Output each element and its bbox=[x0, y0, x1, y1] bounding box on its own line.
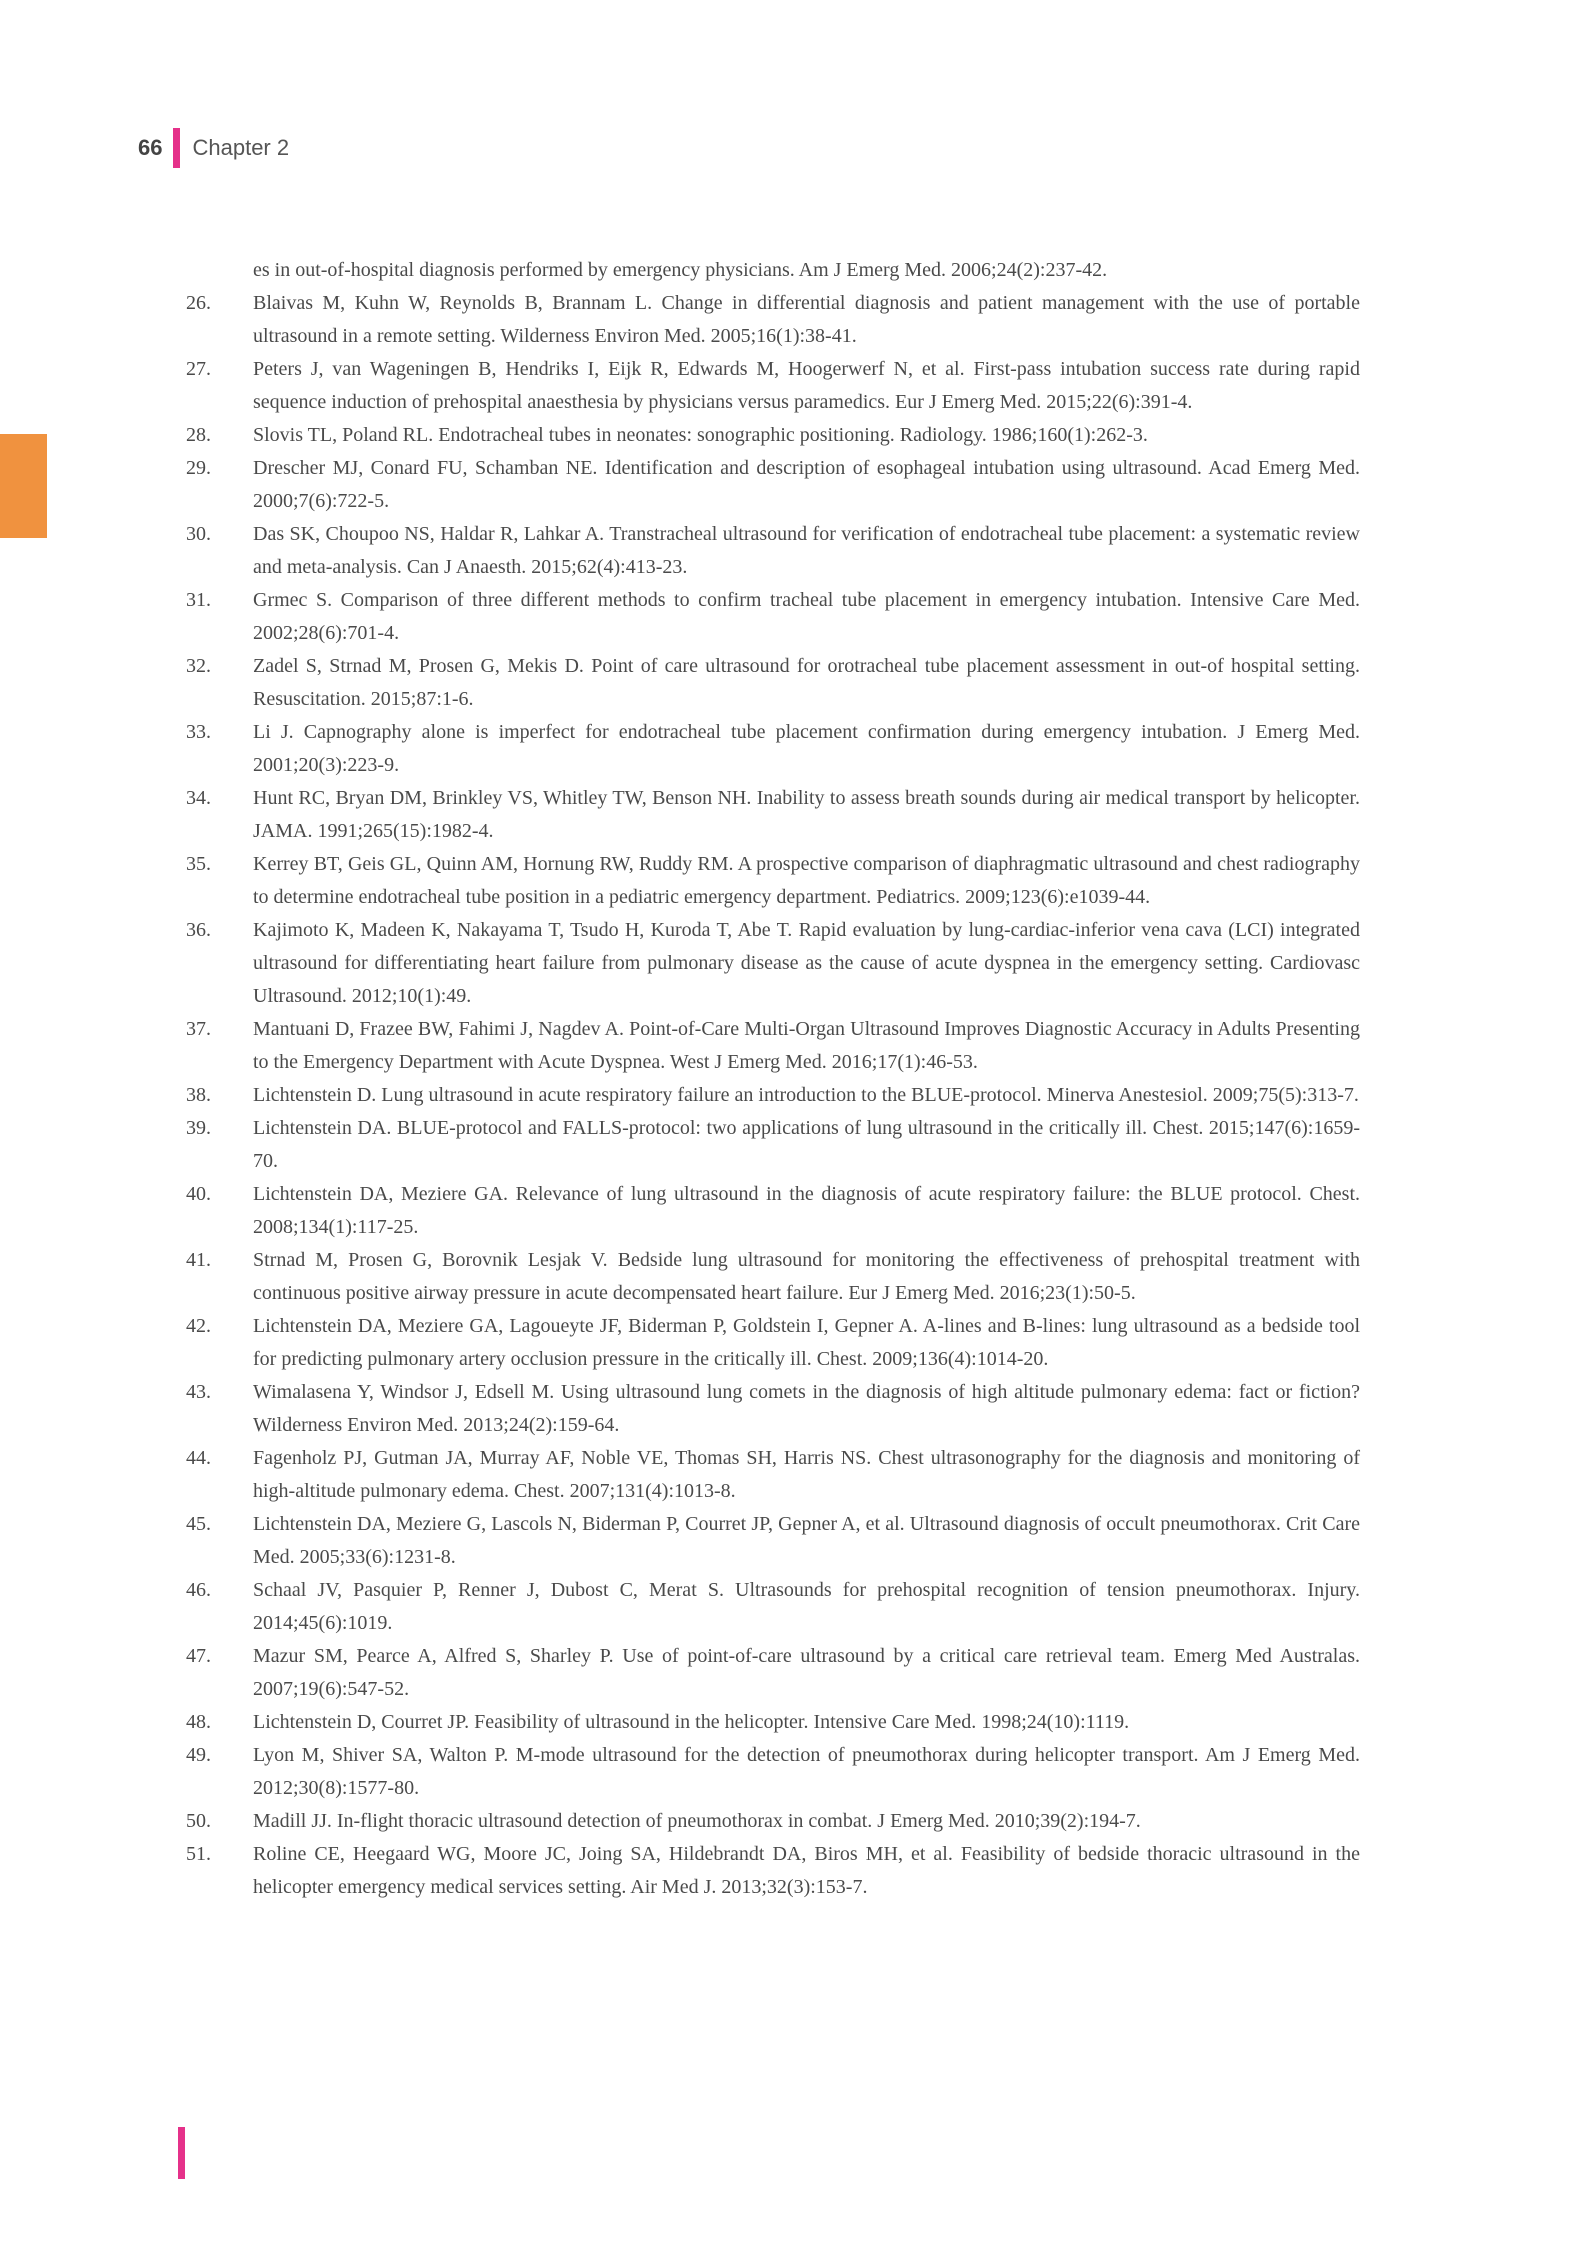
reference-text: Li J. Capnography alone is imperfect for endotracheal tube placement confirmation during emergency intubation. J Emerg Med. 2001;20(3):223-9. bbox=[253, 721, 1360, 776]
reference-number: 48. bbox=[186, 1711, 211, 1733]
reference-item bbox=[186, 1376, 1360, 1442]
reference-number: 40. bbox=[186, 1183, 211, 1205]
reference-text: Das SK, Choupoo NS, Haldar R, Lahkar A. Transtracheal ultrasound for verification of endotracheal tube placement: a systematic review and meta-analysis. Can J Anaesth. 2015;62(4):413-23. bbox=[253, 523, 1360, 578]
reference-text: Lichtenstein DA, Meziere GA. Relevance of lung ultrasound in the diagnosis of acute respiratory failure: the BLUE protocol. Chest. 2008;134(1):117-25. bbox=[253, 1183, 1360, 1238]
reference-continuation bbox=[186, 254, 1360, 287]
reference-text: Wimalasena Y, Windsor J, Edsell M. Using ultrasound lung comets in the diagnosis of high altitude pulmonary edema: fact or fiction? Wilderness Environ Med. 2013;24(2):159-64. bbox=[253, 1381, 1360, 1436]
reference-item bbox=[186, 1838, 1360, 1904]
reference-number: 35. bbox=[186, 853, 211, 875]
reference-item bbox=[186, 1442, 1360, 1508]
reference-item bbox=[186, 1112, 1360, 1178]
reference-number: 43. bbox=[186, 1381, 211, 1403]
reference-text: Grmec S. Comparison of three different methods to confirm tracheal tube placement in emergency intubation. Intensive Care Med. 2002;28(6):701-4. bbox=[253, 589, 1360, 644]
reference-number: 34. bbox=[186, 787, 211, 809]
reference-text: Schaal JV, Pasquier P, Renner J, Dubost C, Merat S. Ultrasounds for prehospital recognition of tension pneumothorax. Injury. 2014;45(6):1019. bbox=[253, 1579, 1360, 1634]
reference-number: 26. bbox=[186, 292, 211, 314]
reference-text: Hunt RC, Bryan DM, Brinkley VS, Whitley TW, Benson NH. Inability to assess breath sounds during air medical transport by helicopter. JAMA. 1991;265(15):1982-4. bbox=[253, 787, 1360, 842]
reference-number: 27. bbox=[186, 358, 211, 380]
reference-number: 39. bbox=[186, 1117, 211, 1139]
reference-number: 45. bbox=[186, 1513, 211, 1535]
reference-item bbox=[186, 1310, 1360, 1376]
reference-item bbox=[186, 584, 1360, 650]
reference-item bbox=[186, 1079, 1360, 1112]
reference-text: Fagenholz PJ, Gutman JA, Murray AF, Noble VE, Thomas SH, Harris NS. Chest ultrasonography for the diagnosis and monitoring of high-altitude pulmonary edema. Chest. 2007;131(4):1013-8. bbox=[253, 1447, 1360, 1502]
reference-text: Peters J, van Wageningen B, Hendriks I, Eijk R, Edwards M, Hoogerwerf N, et al. First-pass intubation success rate during rapid sequence induction of prehospital anaesthesia by physicians versus paramedics. Eur J Emerg Med. 2015;22(6):391-4. bbox=[253, 358, 1360, 413]
reference-item bbox=[186, 353, 1360, 419]
reference-number: 49. bbox=[186, 1744, 211, 1766]
reference-number: 36. bbox=[186, 919, 211, 941]
reference-list bbox=[186, 254, 1360, 1904]
reference-text: Zadel S, Strnad M, Prosen G, Mekis D. Point of care ultrasound for orotracheal tube placement assessment in out-of hospital setting. Resuscitation. 2015;87:1-6. bbox=[253, 655, 1360, 710]
reference-item bbox=[186, 914, 1360, 1013]
chapter-title: Chapter 2 bbox=[192, 135, 290, 160]
reference-text: Blaivas M, Kuhn W, Reynolds B, Brannam L. Change in differential diagnosis and patient management with the use of portable ultrasound in a remote setting. Wilderness Environ Med. 2005;16(1):38-41. bbox=[253, 292, 1360, 347]
reference-number: 47. bbox=[186, 1645, 211, 1667]
page-header bbox=[138, 128, 289, 168]
reference-number: 41. bbox=[186, 1249, 211, 1271]
reference-item bbox=[186, 1508, 1360, 1574]
reference-text: Lichtenstein DA, Meziere G, Lascols N, Biderman P, Courret JP, Gepner A, et al. Ultrasound diagnosis of occult pneumothorax. Crit Care Med. 2005;33(6):1231-8. bbox=[253, 1513, 1360, 1568]
reference-item bbox=[186, 1178, 1360, 1244]
reference-number: 37. bbox=[186, 1018, 211, 1040]
reference-text: Lyon M, Shiver SA, Walton P. M-mode ultrasound for the detection of pneumothorax during helicopter transport. Am J Emerg Med. 2012;30(8):1577-80. bbox=[253, 1744, 1360, 1799]
reference-number: 28. bbox=[186, 424, 211, 446]
reference-item bbox=[186, 782, 1360, 848]
reference-item bbox=[186, 419, 1360, 452]
reference-number: 44. bbox=[186, 1447, 211, 1469]
reference-item bbox=[186, 1574, 1360, 1640]
reference-number: 38. bbox=[186, 1084, 211, 1106]
reference-item bbox=[186, 1805, 1360, 1838]
reference-number: 32. bbox=[186, 655, 211, 677]
reference-item bbox=[186, 518, 1360, 584]
reference-item bbox=[186, 1013, 1360, 1079]
reference-text: Madill JJ. In-flight thoracic ultrasound detection of pneumothorax in combat. J Emerg Med. 2010;39(2):194-7. bbox=[253, 1810, 1141, 1832]
reference-number: 50. bbox=[186, 1810, 211, 1832]
reference-text: Lichtenstein DA, Meziere GA, Lagoueyte JF, Biderman P, Goldstein I, Gepner A. A-lines and B-lines: lung ultrasound as a bedside tool for predicting pulmonary artery occlusion pressure in the critically ill. Chest. 2009;136(4):1014-20. bbox=[253, 1315, 1360, 1370]
reference-text: Lichtenstein D. Lung ultrasound in acute respiratory failure an introduction to the BLUE-protocol. Minerva Anestesiol. 2009;75(5):313-7. bbox=[253, 1084, 1359, 1106]
reference-number: 31. bbox=[186, 589, 211, 611]
reference-text: Lichtenstein DA. BLUE-protocol and FALLS-protocol: two applications of lung ultrasound in the critically ill. Chest. 2015;147(6):1659-70. bbox=[253, 1117, 1360, 1172]
chapter-side-tab bbox=[0, 434, 47, 538]
reference-text: Roline CE, Heegaard WG, Moore JC, Joing SA, Hildebrandt DA, Biros MH, et al. Feasibility of bedside thoracic ultrasound in the helicopter emergency medical services setting. Air Med J. 2013;32(3):153-7. bbox=[253, 1843, 1360, 1898]
reference-number: 30. bbox=[186, 523, 211, 545]
reference-item bbox=[186, 452, 1360, 518]
reference-item bbox=[186, 848, 1360, 914]
reference-number: 46. bbox=[186, 1579, 211, 1601]
reference-item bbox=[186, 1244, 1360, 1310]
reference-number: 33. bbox=[186, 721, 211, 743]
reference-text: Slovis TL, Poland RL. Endotracheal tubes in neonates: sonographic positioning. Radiology. 1986;160(1):262-3. bbox=[253, 424, 1148, 446]
reference-text: Kajimoto K, Madeen K, Nakayama T, Tsudo H, Kuroda T, Abe T. Rapid evaluation by lung-cardiac-inferior vena cava (LCI) integrated ultrasound for differentiating heart failure from pulmonary disease as the cause of acute dyspnea in the emergency setting. Cardiovasc Ultrasound. 2012;10(1):49. bbox=[253, 919, 1360, 1007]
reference-item bbox=[186, 1640, 1360, 1706]
reference-number: 42. bbox=[186, 1315, 211, 1337]
reference-text: Mazur SM, Pearce A, Alfred S, Sharley P. Use of point-of-care ultrasound by a critical care retrieval team. Emerg Med Australas. 2007;19(6):547-52. bbox=[253, 1645, 1360, 1700]
reference-text: Kerrey BT, Geis GL, Quinn AM, Hornung RW, Ruddy RM. A prospective comparison of diaphragmatic ultrasound and chest radiography to determine endotracheal tube position in a pediatric emergency department. Pediatrics. 2009;123(6):e1039-44. bbox=[253, 853, 1360, 908]
reference-text: Strnad M, Prosen G, Borovnik Lesjak V. Bedside lung ultrasound for monitoring the effectiveness of prehospital treatment with continuous positive airway pressure in acute decompensated heart failure. Eur J Emerg Med. 2016;23(1):50-5. bbox=[253, 1249, 1360, 1304]
reference-text: Mantuani D, Frazee BW, Fahimi J, Nagdev A. Point-of-Care Multi-Organ Ultrasound Improves Diagnostic Accuracy in Adults Presenting to the Emergency Department with Acute Dyspnea. West J Emerg Med. 2016;17(1):46-53. bbox=[253, 1018, 1360, 1073]
reference-item bbox=[186, 1739, 1360, 1805]
footer-accent-bar bbox=[178, 2127, 185, 2179]
page-number: 66 bbox=[138, 135, 163, 160]
reference-item bbox=[186, 1706, 1360, 1739]
reference-text: Drescher MJ, Conard FU, Schamban NE. Identification and description of esophageal intubation using ultrasound. Acad Emerg Med. 2000;7(6):722-5. bbox=[253, 457, 1360, 512]
reference-item bbox=[186, 716, 1360, 782]
header-accent-bar bbox=[173, 128, 180, 168]
reference-number: 29. bbox=[186, 457, 211, 479]
reference-number: 51. bbox=[186, 1843, 211, 1865]
reference-text: es in out-of-hospital diagnosis performed by emergency physicians. Am J Emerg Med. 2006;24(2):237-42. bbox=[253, 259, 1108, 281]
reference-text: Lichtenstein D, Courret JP. Feasibility of ultrasound in the helicopter. Intensive Care Med. 1998;24(10):1119. bbox=[253, 1711, 1130, 1733]
reference-item bbox=[186, 287, 1360, 353]
reference-item bbox=[186, 650, 1360, 716]
